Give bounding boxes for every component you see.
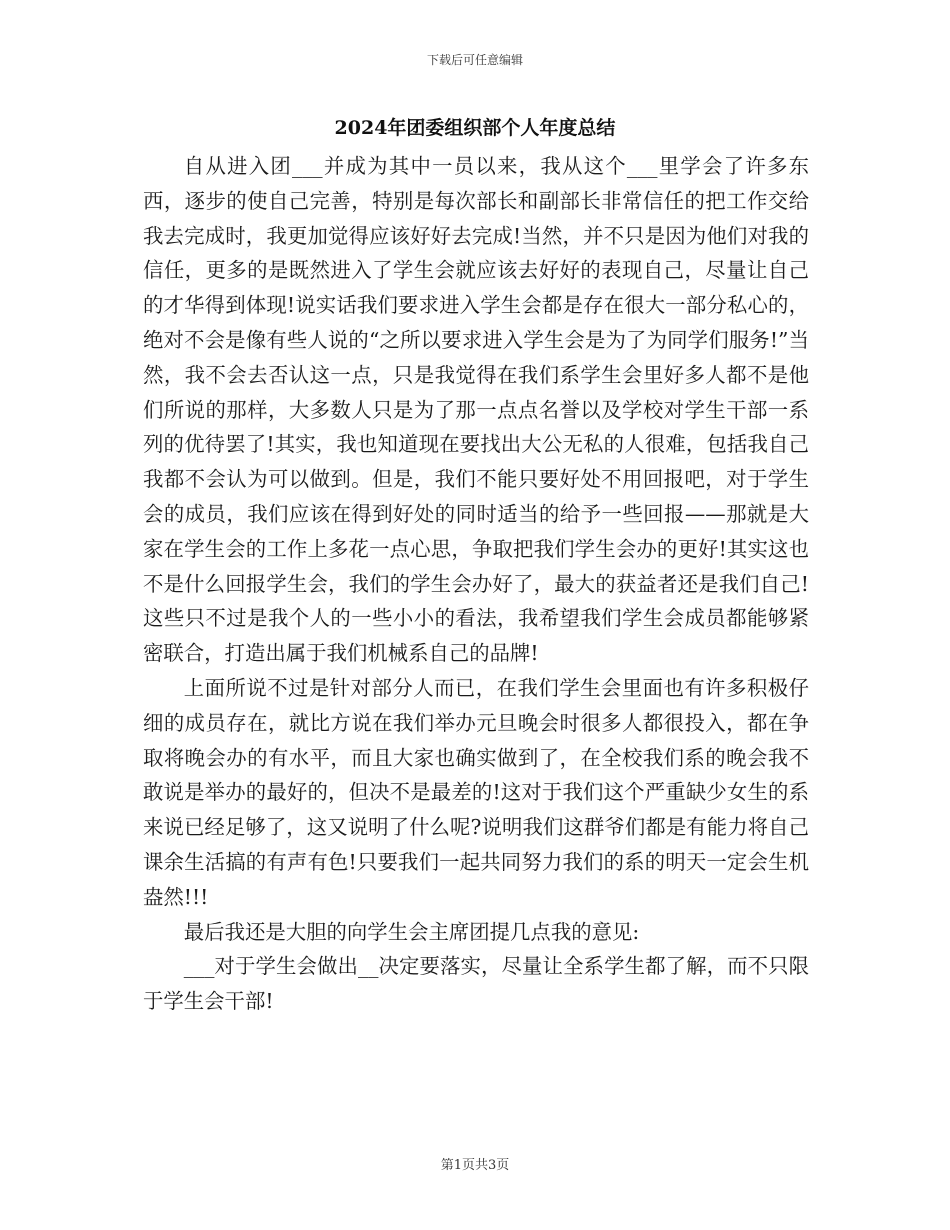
page-header-note: 下载后可任意编辑: [426, 53, 523, 67]
page-number: 第1页共3页: [440, 1158, 510, 1173]
document-body: [143, 149, 809, 1019]
paragraph-3: 最后我还是大胆的向学生会主席团提几点我的意见:: [183, 919, 640, 944]
paragraph-1: 自从进入团___并成为其中一员以来，我从这个___里学会了许多东西，逐步的使自己完善，特别是每次部长和副部长非常信任的把工作交给我去完成时，我更加觉得应该好好去完成!当然，并不只是因为他们对我的信任，更多的是既然进入了学生会就应该去好好的表现自己，尽量让自己的才华得到体现!说实话我们要求进入学生会都是存在很大一部分私心的，绝对不会是像有些人说的“之所以要求进入学生会是为了为同学们服务!”当然，我不会去否认这一点，只是我觉得在我们系学生会里好多人都不是他们所说的那样，大多数人只是为了那一点点名誉以及学校对学生干部一系列的优待罢了!其实，我也知道现在要找出大公无私的人很难，包括我自己我都不会认为可以做到。但是，我们不能只要好处不用回报吧，对于学生会的成员，我们应该在得到好处的同时适当的给予一些回报——那就是大家在学生会的工作上多花一点心思，争取把我们学生会办的更好!其实这也不是什么回报学生会，我们的学生会办好了，最大的获益者还是我们自己!这些只不过是我个人的一些小小的看法，我希望我们学生会成员都能够紧密联合，打造出属于我们机械系自己的品牌!: [143, 154, 809, 666]
document-title: 2024年团委组织部个人年度总结: [334, 117, 616, 139]
paragraph-4: ___对于学生会做出__决定要落实，尽量让全系学生都了解，而不只限于学生会干部!: [143, 954, 809, 1014]
paragraph-2: 上面所说不过是针对部分人而已，在我们学生会里面也有许多积极仔细的成员存在，就比方说在我们举办元旦晚会时很多人都很投入，都在争取将晚会办的有水平，而且大家也确实做到了，在全校我们系的晚会我不敢说是举办的最好的，但决不是最差的!这对于我们这个严重缺少女生的系来说已经足够了，这又说明了什么呢?说明我们这群爷们都是有能力将自己课余生活搞的有声有色!只要我们一起共同努力我们的系的明天一定会生机盎然!!!: [143, 675, 809, 909]
